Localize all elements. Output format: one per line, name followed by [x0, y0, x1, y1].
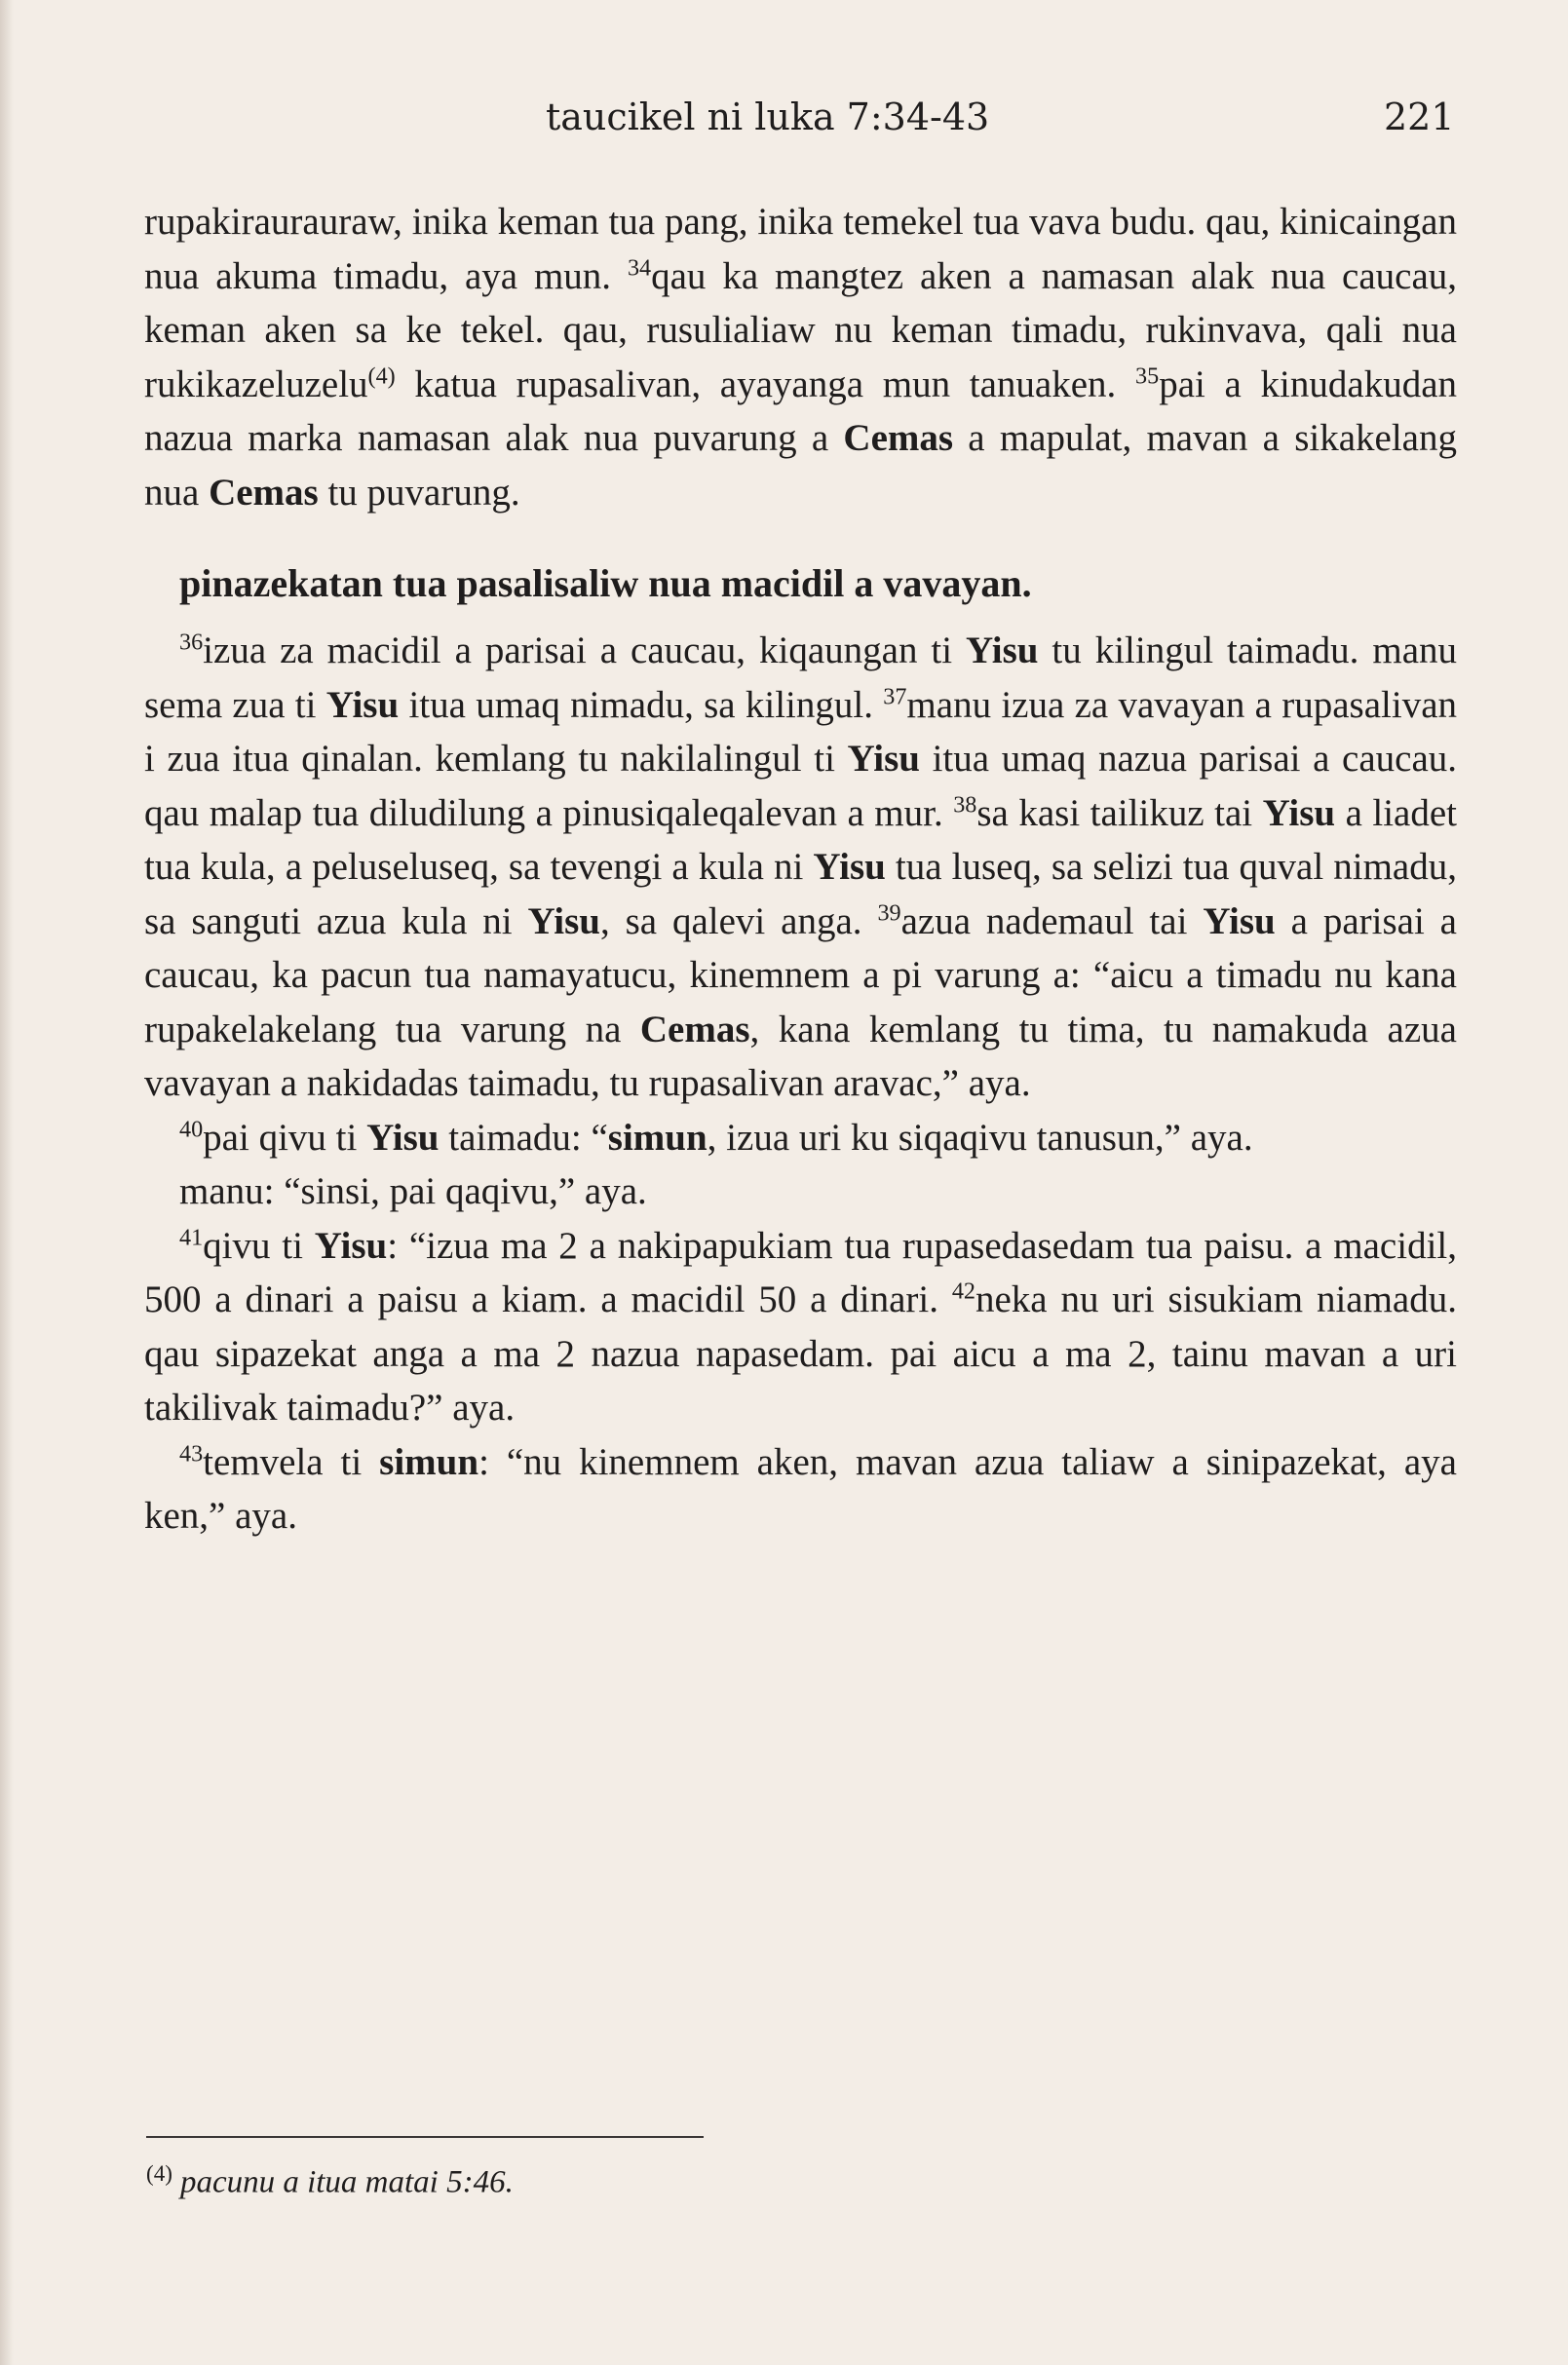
name-simun: simun — [379, 1440, 479, 1483]
name-cemas: Cemas — [843, 417, 954, 459]
verse-number: 39 — [877, 899, 901, 927]
name-yisu: Yisu — [1262, 791, 1336, 834]
running-head-title: taucikel ni luka 7:34-43 — [546, 95, 990, 138]
name-yisu: Yisu — [966, 629, 1039, 671]
verse-number: 37 — [883, 683, 907, 710]
name-yisu: Yisu — [366, 1116, 440, 1159]
text-run: a mapulat, mavan a sikakelang nua — [144, 417, 1457, 514]
verse-number: 36 — [179, 629, 204, 656]
text-run: qivu ti — [203, 1224, 315, 1267]
text-run: : “nu kinemnem aken, mavan azua taliaw a sinipazekat, aya ken,” aya. — [144, 1440, 1457, 1537]
verse-number: 42 — [951, 1278, 975, 1305]
text-run: rupakiraurauraw, inika keman tua pang, inika temekel tua vava budu. qau, kinicaingan nua akuma timadu, aya mun. — [144, 201, 1457, 297]
text-run: sa kasi tailikuz tai — [976, 791, 1263, 834]
name-yisu: Yisu — [813, 846, 886, 888]
text-run: qau ka mangtez aken a namasan alak nua caucau, keman aken sa ke tekel. qau, rusulialiaw nu keman timadu, rukinvava, qali nua rukikazeluzelu — [144, 254, 1458, 405]
verse-number: 40 — [179, 1116, 204, 1143]
name-cemas: Cemas — [209, 471, 319, 514]
text-run: manu izua za vavayan a rupasalivan i zua itua qinalan. kemlang tu nakilalingul ti — [144, 683, 1458, 780]
text-run: a liadet tua kula, a peluseluseq, sa tevengi a kula ni — [144, 791, 1457, 888]
text-run: a parisai a caucau, ka pacun tua namayatucu, kinemnem a pi varung a: “aicu a timadu nu kana rupakelakelang tua varung na — [144, 899, 1457, 1050]
footnote — [146, 2154, 1316, 2202]
text-run: manu: “sinsi, pai qaqivu,” aya. — [179, 1170, 647, 1212]
footnote-reference[interactable]: (4) — [367, 362, 396, 390]
verse-number: 35 — [1135, 362, 1160, 390]
text-run: izua za macidil a parisai a caucau, kiqaungan ti — [203, 629, 967, 671]
section-heading: pinazekatan tua pasalisaliw nua macidil a vavayan. — [179, 561, 1032, 605]
footnote-text: pacunu a itua matai 5:46. — [179, 2164, 514, 2200]
text-run: tu puvarung. — [318, 471, 520, 514]
running-head — [0, 95, 1568, 154]
footnote-marker: (4) — [146, 2160, 172, 2186]
body-text — [144, 195, 1457, 1544]
name-yisu: Yisu — [527, 899, 600, 942]
text-run: neka nu uri sisukiam niamadu. qau sipazekat anga a ma 2 nazua napasedam. pai aicu a ma 2, tainu mavan a uri takilivak taimadu?” aya. — [144, 1278, 1457, 1429]
page-edge-shadow — [0, 0, 14, 2365]
text-run: azua nademaul tai — [900, 899, 1204, 942]
text-run: pai qivu ti — [203, 1116, 367, 1159]
page-number: 221 — [1384, 95, 1455, 138]
name-cemas: Cemas — [639, 1008, 750, 1050]
text-run: tua luseq, sa selizi tua quval nimadu, sa sanguti azua kula ni — [144, 846, 1457, 942]
text-run: pai a kinudakudan nazua marka namasan alak nua puvarung a — [144, 362, 1458, 459]
paragraph — [144, 1164, 1457, 1219]
paragraph — [144, 624, 1457, 1111]
paragraph-continued — [144, 195, 1457, 519]
name-simun: simun — [607, 1116, 708, 1159]
text-run: , kana kemlang tu tima, tu namakuda azua vavayan a nakidadas taimadu, tu rupasalivan aravac,” aya. — [144, 1008, 1457, 1104]
text-run: , izua uri ku siqaqivu tanusun,” aya. — [707, 1116, 1253, 1159]
footnote-divider — [146, 2136, 704, 2138]
text-run: : “izua ma 2 a nakipapukiam tua rupasedasedam tua paisu. a macidil, 500 a dinari a paisu a kiam. a macidil 50 a dinari. — [144, 1224, 1457, 1320]
verse-number: 43 — [179, 1440, 204, 1468]
verse-number: 38 — [953, 791, 977, 819]
text-run: tu kilingul taimadu. manu sema zua ti — [144, 629, 1458, 726]
text-run: taimadu: “ — [439, 1116, 608, 1159]
paragraph — [144, 1219, 1457, 1435]
text-run: , sa qalevi anga. — [599, 899, 878, 942]
paragraph — [144, 1111, 1457, 1165]
text-run: katua rupasalivan, ayayanga mun tanuaken. — [395, 362, 1136, 405]
name-yisu: Yisu — [314, 1224, 388, 1267]
verse-number: 41 — [179, 1224, 204, 1251]
name-yisu: Yisu — [325, 683, 400, 726]
name-yisu: Yisu — [847, 738, 920, 780]
text-run: itua umaq nazua parisai a caucau. qau malap tua diludilung a pinusiqaleqalevan a mur. — [144, 738, 1458, 834]
name-yisu: Yisu — [1203, 899, 1276, 942]
paragraph — [144, 1435, 1457, 1544]
text-run: temvela ti — [203, 1440, 380, 1483]
verse-number: 34 — [627, 254, 652, 282]
text-run: itua umaq nimadu, sa kilingul. — [399, 683, 884, 726]
